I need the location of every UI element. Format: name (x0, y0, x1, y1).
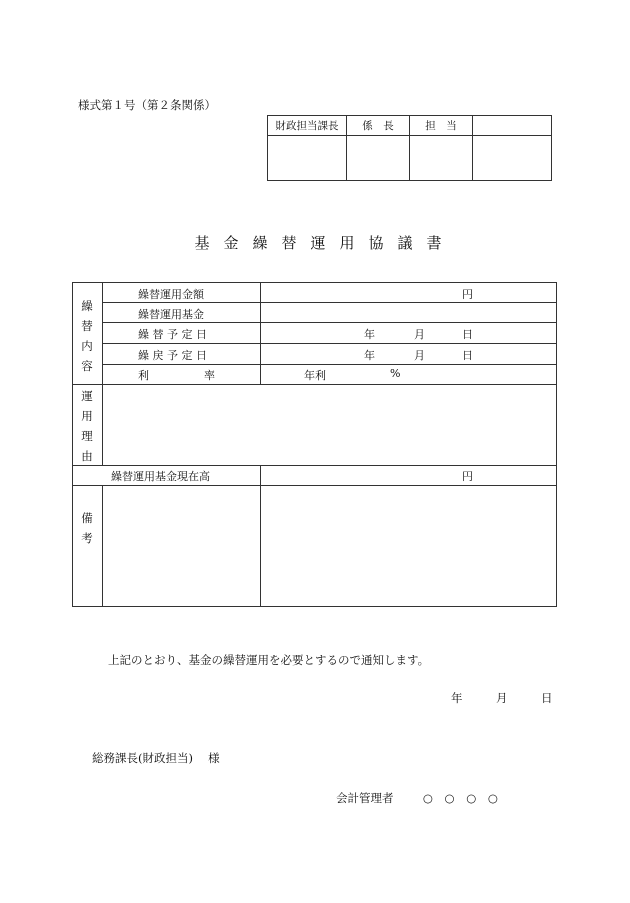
interest-rate-unit: % (390, 367, 401, 380)
approval-header-staff: 担 当 (410, 116, 473, 136)
reason-label-char: 運 (81, 389, 93, 403)
date-year: 年 (451, 691, 463, 705)
notice-text: 上記のとおり、基金の繰替運用を必要とするので通知します。 (108, 653, 430, 667)
row-label-interest-rate: 利 率 (138, 369, 215, 382)
reason-label-char: 用 (81, 409, 93, 423)
date-day: 日 (541, 691, 553, 705)
return-date-day: 日 (462, 349, 473, 362)
document-title: 基金繰替運用協議書 (194, 234, 456, 252)
approval-stamp-box (267, 115, 552, 181)
remarks-label-char: 備 (81, 511, 93, 525)
date-month: 月 (496, 691, 508, 705)
approval-header-section-chief: 係 長 (347, 116, 410, 136)
form-number: 様式第１号（第２条関係） (78, 98, 216, 112)
transfer-date-year: 年 (364, 328, 375, 341)
reason-label-char: 由 (81, 449, 93, 463)
return-date-month: 月 (414, 349, 425, 362)
row-label-return-date: 繰 戻 予 定 日 (138, 349, 207, 362)
sender-name: ○ ○ ○ ○ (422, 791, 502, 805)
row-label-transfer-date: 繰 替 予 定 日 (138, 328, 207, 341)
group-label-char: 容 (81, 359, 93, 373)
group-label-char: 替 (81, 319, 93, 333)
approval-stamp-section-chief[interactable] (347, 136, 410, 181)
addressee: 総務課長(財政担当) 様 (92, 751, 220, 765)
sender-title: 会計管理者 (336, 791, 394, 805)
row-label-amount: 繰替運用金額 (138, 288, 204, 301)
interest-rate-prefix: 年利 (304, 369, 326, 382)
approval-stamp-finance-chief[interactable] (268, 136, 347, 181)
transfer-date-day: 日 (462, 328, 473, 341)
transfer-date-month: 月 (414, 328, 425, 341)
return-date-year: 年 (364, 349, 375, 362)
approval-stamp-staff[interactable] (410, 136, 473, 181)
sender (336, 790, 502, 806)
balance-label: 繰替運用基金現在高 (111, 470, 210, 483)
balance-unit: 円 (462, 470, 473, 483)
group-label-char: 繰 (81, 299, 93, 313)
approval-header-finance-chief: 財政担当課長 (268, 116, 347, 136)
approval-header-blank (473, 116, 552, 136)
group-label-char: 内 (81, 339, 93, 353)
amount-unit: 円 (462, 288, 473, 301)
row-label-fund: 繰替運用基金 (138, 308, 204, 321)
remarks-label-char: 考 (81, 531, 93, 545)
reason-label-char: 理 (81, 429, 93, 443)
approval-stamp-blank[interactable] (473, 136, 552, 181)
